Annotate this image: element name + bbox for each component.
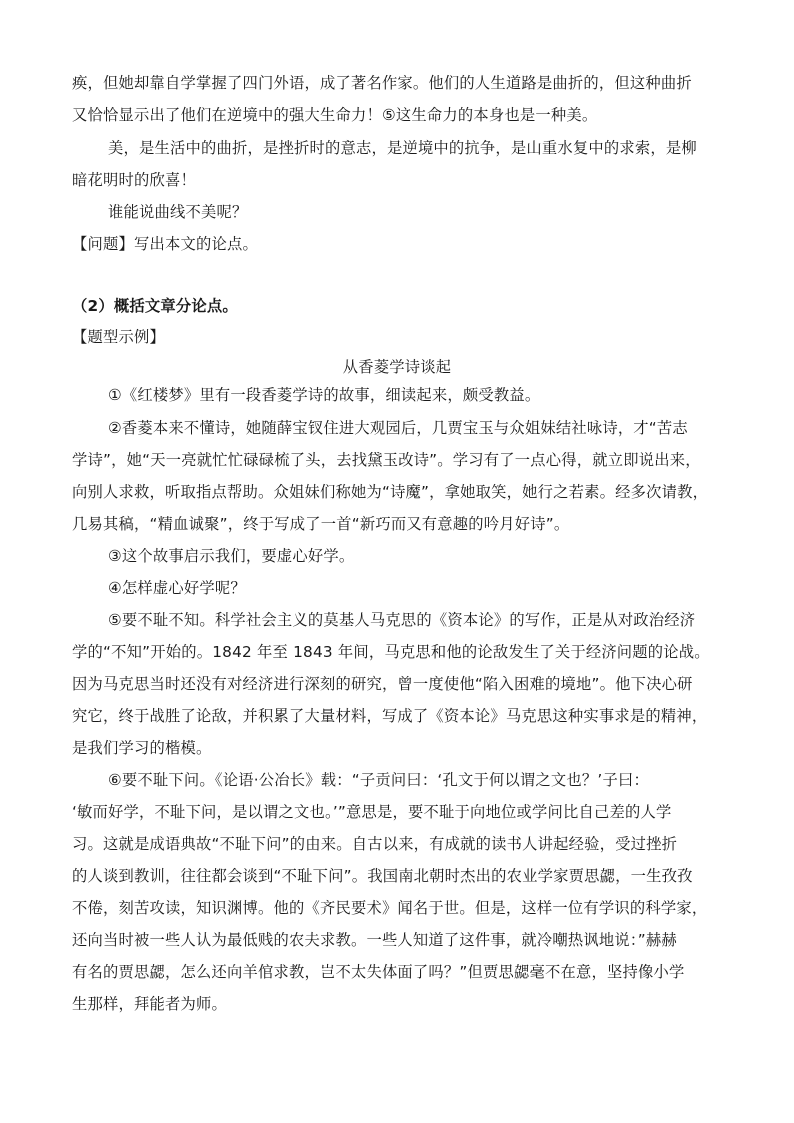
example-label: 【题型示例】 (72, 328, 165, 346)
body-text-line: ⑤要不耻不知。科学社会主义的莫基人马克思的《资本论》的写作，正是从对政治经济 (108, 611, 696, 629)
article-title: 从香菱学诗谈起 (342, 358, 452, 376)
body-text-line: 谁能说曲线不美呢？ (108, 203, 248, 221)
body-text-line: ④怎样虚心好学呢？ (108, 579, 246, 597)
body-text-line: 因为马克思当时还没有对经济进行深刻的研究，曾一度使他“陷入困难的境地”。他下决心研 (72, 675, 693, 693)
body-text-line: 痪，但她却靠自学掌握了四门外语，成了著名作家。他们的人生道路是曲折的，但这种曲折 (72, 74, 692, 92)
body-text-line: ‘敏而好学，不耻下问，是以谓之文也。’”意思是，要不耻于向地位或学问比自己差的人学 (72, 803, 672, 821)
body-text-line: 是我们学习的楷模。 (72, 739, 212, 757)
body-text-line: 生那样，拜能者为师。 (72, 995, 227, 1013)
body-text-line: 的人谈到教训，往往都会谈到“不耻下问”。我国南北朝时杰出的农业学家贾思勰，一生孜孜 (72, 867, 693, 885)
body-text-line: 究它，终于战胜了论敌，并积累了大量材料，写成了《资本论》马克思这种实事求是的精神， (72, 707, 708, 725)
body-text-line: 不倦，刻苦攻读，知识渊博。他的《齐民要术》闻名于世。但是，这样一位有学识的科学家， (72, 899, 708, 917)
body-text-line: 有名的贾思勰，怎么还向羊倌求教，岂不太失体面了吗？”但贾思勰毫不在意，坚持像小学 (72, 963, 685, 981)
body-text-line: 习。这就是成语典故“不耻下问”的由来。自古以来，有成就的读书人讲起经验，受过挫折 (72, 835, 678, 853)
body-text-line: ⑥要不耻下问。《论语·公冶长》载：“子贡问曰：‘孔文于何以谓之文也？’子曰： (108, 771, 649, 789)
body-text-line: ①《红楼梦》里有一段香菱学诗的故事，细读起来，颇受教益。 (108, 386, 541, 404)
body-text-line: 学诗”，她“天一亮就忙忙碌碌梳了头，去找黛玉改诗”。学习有了一点心得，就立即说出来， (72, 451, 701, 469)
body-text-line: ③这个故事启示我们，要虚心好学。 (108, 547, 355, 565)
body-text-line: 几易其稿，“精血诚聚”，终于写成了一首“新巧而又有意趣的吟月好诗”。 (72, 515, 570, 533)
question-label: 【问题】写出本文的论点。 (72, 235, 258, 253)
body-text-line: 学的“不知”开始的。1842 年至 1843 年间，马克思和他的论敌发生了关于经济问题的论战。 (72, 643, 710, 661)
body-text-line: 又恰恰显示出了他们在逆境中的强大生命力！⑤这生命力的本身也是一种美。 (72, 106, 598, 124)
body-text-line: 向别人求救，听取指点帮助。众姐妹们称她为“诗魔”，拿她取笑，她行之若素。经多次请教， (72, 483, 709, 501)
section-heading: （2）概括文章分论点。 (72, 297, 238, 315)
body-text-line: 美，是生活中的曲折，是挫折时的意志，是逆境中的抗争，是山重水复中的求索，是柳 (108, 139, 697, 157)
body-text-line: ②香菱本来不懂诗，她随薛宝钗住进大观园后，几贾宝玉与众姐妹结社咏诗，才“苦志 (108, 419, 688, 437)
body-text-line: 还向当时被一些人认为最低贱的农夫求教。一些人知道了这件事，就冷嘲热讽地说：”赫赫 (72, 931, 677, 949)
body-text-line: 暗花明时的欣喜！ (72, 171, 196, 189)
